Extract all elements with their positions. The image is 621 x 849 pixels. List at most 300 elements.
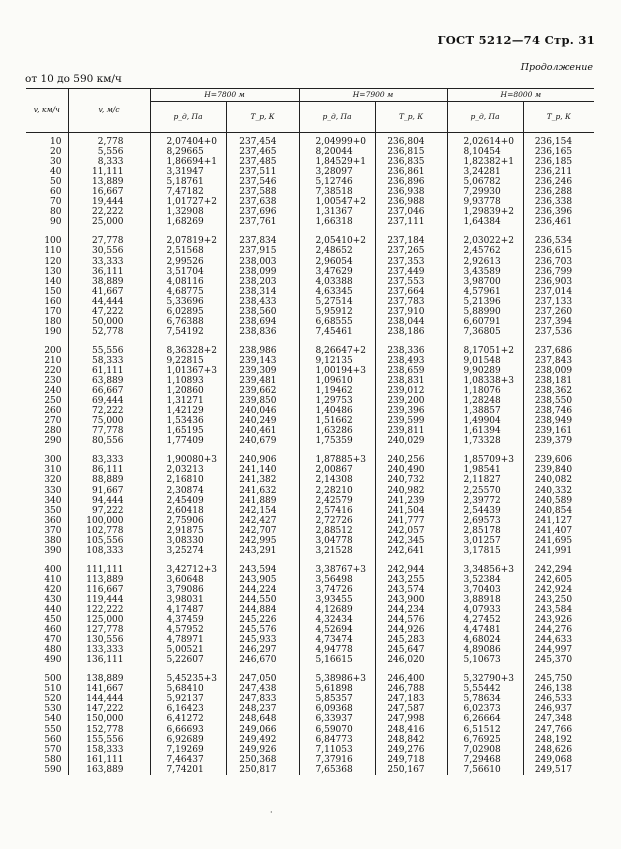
cell-p-7800: 5,68410 [150,684,226,694]
cell-t-7900: 238,336 [375,346,447,356]
cell-t-7800: 240,906 [226,455,299,465]
cell-t-7800: 237,511 [226,167,299,177]
table-row [26,526,594,536]
table-row [26,317,594,327]
cell-t-7800: 250,817 [226,765,299,775]
cell-t-7800: 245,576 [226,625,299,635]
spacer-cell [26,446,68,455]
cell-p-7900: 6,09368 [299,704,375,714]
cell-p-7800: 6,02895 [150,307,226,317]
cell-v-kmh: 250 [44,396,62,407]
cell-t-8000: 243,250 [523,595,594,605]
cell-t-7900: 243,574 [375,585,447,595]
cell-v-ms: 25,000 [68,217,150,227]
cell-t-7800: 238,986 [226,346,299,356]
cell-p-7900: 1,09610 [299,376,375,386]
cell-p-8000: 3,01257 [447,536,523,546]
cell-p-7800: 6,66693 [150,725,226,735]
cell-v-kmh: 430 [44,594,62,605]
cell-t-8000: 237,686 [523,346,594,356]
cell-v-kmh: 570 [44,744,62,755]
cell-v-ms: 80,556 [68,436,150,446]
cell-t-7900: 239,200 [375,396,447,406]
cell-v-kmh: 90 [50,217,62,228]
standard-header: ГОСТ 5212—74 Стр. 31 [437,33,595,47]
table-row [26,267,594,277]
spacer-cell [375,446,447,455]
cell-v-kmh: 240 [44,386,62,397]
table-row [26,645,594,655]
cell-p-8000: 1,49904 [447,416,523,426]
cell-v-ms: 150,000 [68,714,150,724]
cell-t-7900: 237,449 [375,267,447,277]
cell-t-7800: 244,550 [226,595,299,605]
cell-v-ms: 105,556 [68,536,150,546]
cell-v-kmh: 340 [44,495,62,506]
cell-t-7900: 247,183 [375,694,447,704]
spacer-cell [299,337,375,346]
block-spacer [26,446,594,455]
cell-t-8000: 241,695 [523,536,594,546]
table-row [26,157,594,167]
table-row [26,635,594,645]
cell-v-kmh: 160 [44,296,62,307]
cell-p-7900: 3,04778 [299,536,375,546]
cell-p-7900: 6,33937 [299,714,375,724]
cell-v-ms: 55,556 [68,346,150,356]
cell-v-ms: 116,667 [68,585,150,595]
cell-t-7800: 237,588 [226,187,299,197]
table-row [26,406,594,416]
cell-t-7900: 236,896 [375,177,447,187]
col-header-v-ms: v, м/с [68,89,150,133]
cell-p-7900: 1,87885+3 [299,455,375,465]
cell-v-ms: 47,222 [68,307,150,317]
cell-t-7800: 237,761 [226,217,299,227]
cell-t-7800: 237,546 [226,177,299,187]
cell-t-7900: 244,234 [375,605,447,615]
table-row [26,356,594,366]
cell-p-7800: 3,08330 [150,536,226,546]
cell-p-7800: 3,25274 [150,546,226,556]
cell-p-7800: 1,01367+3 [150,366,226,376]
cell-p-8000: 2,39772 [447,496,523,506]
cell-v-kmh: 270 [44,416,62,427]
spacer-cell [68,556,150,565]
cell-p-7800: 2,75906 [150,516,226,526]
cell-t-8000: 238,949 [523,416,594,426]
cell-t-7900: 248,416 [375,725,447,735]
cell-v-ms: 75,000 [68,416,150,426]
cell-t-7900: 247,998 [375,714,447,724]
cell-p-8000: 6,51512 [447,725,523,735]
spacer-cell [523,556,594,565]
cell-v-kmh: 70 [50,197,62,208]
cell-t-7900: 249,718 [375,755,447,765]
cell-v-kmh: 280 [44,426,62,437]
cell-p-7800: 1,32908 [150,207,226,217]
cell-p-8000: 3,34856+3 [447,565,523,575]
spacer-cell [150,556,226,565]
cell-v-kmh: 10 [50,137,62,147]
cell-t-8000: 240,332 [523,486,594,496]
cell-t-7900: 236,815 [375,147,447,157]
cell-t-7800: 241,889 [226,496,299,506]
cell-t-7800: 238,003 [226,257,299,267]
cell-p-8000: 4,47481 [447,625,523,635]
cell-t-7800: 239,850 [226,396,299,406]
cell-v-kmh: 230 [44,376,62,387]
cell-p-8000: 6,76925 [447,735,523,745]
cell-p-7800: 6,16423 [150,704,226,714]
cell-t-7800: 242,154 [226,506,299,516]
cell-p-7800: 1,77409 [150,436,226,446]
col-header-t-7900: T_р, К [375,102,447,133]
cell-p-7800: 6,76388 [150,317,226,327]
table-row [26,565,594,575]
cell-t-7800: 241,382 [226,475,299,485]
cell-p-7800: 4,37459 [150,615,226,625]
cell-p-8000: 3,52384 [447,575,523,585]
cell-v-ms: 61,111 [68,366,150,376]
cell-p-8000: 1,29839+2 [447,207,523,217]
cell-t-7800: 249,066 [226,725,299,735]
cell-v-kmh: 30 [50,157,62,168]
cell-p-7900: 7,37916 [299,755,375,765]
cell-t-7800: 241,140 [226,465,299,475]
cell-p-7900: 1,19462 [299,386,375,396]
cell-t-8000: 247,348 [523,714,594,724]
cell-p-7900: 1,00194+3 [299,366,375,376]
spacer-cell [26,227,68,236]
cell-p-8000: 2,02614+0 [447,137,523,147]
cell-p-8000: 5,06782 [447,177,523,187]
cell-t-8000: 236,185 [523,157,594,167]
cell-t-8000: 237,536 [523,327,594,337]
cell-t-7800: 237,465 [226,147,299,157]
cell-t-7900: 240,256 [375,455,447,465]
cell-t-7900: 237,353 [375,257,447,267]
cell-v-ms: 163,889 [68,765,150,775]
cell-t-7800: 237,638 [226,197,299,207]
cell-t-7800: 242,995 [226,536,299,546]
cell-v-kmh: 320 [44,475,62,486]
table-row [26,546,594,556]
table-row [26,366,594,376]
cell-p-7900: 5,38986+3 [299,674,375,684]
spacer-cell [26,337,68,346]
cell-t-7800: 239,481 [226,376,299,386]
cell-p-8000: 8,10454 [447,147,523,157]
cell-p-7800: 8,36328+2 [150,346,226,356]
cell-p-7800: 5,45235+3 [150,674,226,684]
cell-t-7800: 239,662 [226,386,299,396]
cell-t-8000: 239,606 [523,455,594,465]
spacer-cell [68,227,150,236]
spacer-cell [523,337,594,346]
col-header-p-7800: р_д, Па [150,102,226,133]
spacer-cell [68,665,150,674]
cell-p-7900: 2,48652 [299,246,375,256]
cell-t-8000: 247,766 [523,725,594,735]
cell-v-ms: 88,889 [68,475,150,485]
table-row [26,674,594,684]
cell-p-8000: 1,98541 [447,465,523,475]
spacer-cell [299,446,375,455]
cell-p-7900: 5,12746 [299,177,375,187]
table-row [26,486,594,496]
atmosphere-table [26,88,594,775]
cell-v-ms: 122,222 [68,605,150,615]
cell-t-7800: 237,696 [226,207,299,217]
cell-t-8000: 239,161 [523,426,594,436]
cell-t-7900: 237,553 [375,277,447,287]
spacer-cell [447,227,523,236]
table-body [26,133,594,775]
cell-t-7900: 241,504 [375,506,447,516]
spacer-cell [375,556,447,565]
cell-v-ms: 72,222 [68,406,150,416]
cell-t-7900: 237,664 [375,287,447,297]
cell-p-7900: 5,95912 [299,307,375,317]
cell-v-kmh: 220 [44,365,62,376]
spacer-cell [150,337,226,346]
spacer-cell [447,556,523,565]
cell-t-7800: 248,648 [226,714,299,724]
cell-t-7900: 238,659 [375,366,447,376]
cell-p-7800: 1,42129 [150,406,226,416]
cell-t-7800: 246,670 [226,655,299,665]
cell-v-ms: 136,111 [68,655,150,665]
cell-v-ms: 8,333 [68,157,150,167]
table-row [26,287,594,297]
cell-p-7900: 5,27514 [299,297,375,307]
spacer-cell [375,227,447,236]
cell-t-7800: 237,834 [226,236,299,246]
cell-p-7800: 1,86694+1 [150,157,226,167]
cell-p-8000: 4,57961 [447,287,523,297]
cell-p-7800: 2,30874 [150,486,226,496]
cell-t-7900: 239,811 [375,426,447,436]
cell-t-8000: 238,746 [523,406,594,416]
cell-p-8000: 6,60791 [447,317,523,327]
cell-p-7800: 4,08116 [150,277,226,287]
cell-p-8000: 3,98700 [447,277,523,287]
cell-p-7900: 9,12135 [299,356,375,366]
cell-p-8000: 5,88990 [447,307,523,317]
table-row [26,257,594,267]
cell-t-7900: 244,926 [375,625,447,635]
cell-p-7800: 9,22815 [150,356,226,366]
cell-t-8000: 240,589 [523,496,594,506]
cell-t-7800: 250,368 [226,755,299,765]
cell-p-7900: 1,31367 [299,207,375,217]
cell-v-kmh: 180 [44,316,62,327]
cell-t-7800: 249,492 [226,735,299,745]
cell-v-kmh: 300 [44,455,62,466]
cell-p-7900: 2,04999+0 [299,137,375,147]
cell-p-7900: 2,00867 [299,465,375,475]
page-mark: · [270,808,273,817]
cell-p-7900: 5,61898 [299,684,375,694]
table-row [26,694,594,704]
cell-p-7800: 2,91875 [150,526,226,536]
cell-v-kmh: 440 [44,605,62,616]
cell-t-8000: 245,370 [523,655,594,665]
spacer-cell [299,665,375,674]
spacer-cell [523,665,594,674]
cell-p-8000: 3,43589 [447,267,523,277]
table-row [26,426,594,436]
cell-t-8000: 241,991 [523,546,594,556]
cell-t-8000: 241,127 [523,516,594,526]
cell-p-7800: 3,60648 [150,575,226,585]
cell-t-7800: 238,433 [226,297,299,307]
cell-p-7900: 2,57416 [299,506,375,516]
cell-v-kmh: 110 [44,246,62,257]
cell-p-7900: 2,28210 [299,486,375,496]
cell-v-kmh: 480 [44,645,62,656]
cell-t-7800: 242,707 [226,526,299,536]
cell-v-ms: 125,000 [68,615,150,625]
cell-p-8000: 2,03022+2 [447,236,523,246]
cell-t-7800: 246,297 [226,645,299,655]
cell-t-7800: 245,933 [226,635,299,645]
cell-t-7800: 249,926 [226,745,299,755]
cell-t-7900: 242,345 [375,536,447,546]
cell-p-7800: 3,31947 [150,167,226,177]
table-row [26,475,594,485]
cell-v-ms: 58,333 [68,356,150,366]
cell-t-7900: 238,831 [375,376,447,386]
cell-v-ms: 144,444 [68,694,150,704]
table-row [26,246,594,256]
spacer-cell [68,337,150,346]
cell-v-kmh: 120 [44,256,62,267]
cell-v-ms: 69,444 [68,396,150,406]
range-label: от 10 до 590 км/ч [25,73,122,85]
cell-t-7900: 238,186 [375,327,447,337]
cell-p-8000: 2,85178 [447,526,523,536]
cell-t-8000: 244,633 [523,635,594,645]
cell-t-7900: 237,910 [375,307,447,317]
cell-p-8000: 3,17815 [447,546,523,556]
table-row [26,506,594,516]
table-row [26,217,594,227]
cell-v-ms: 102,778 [68,526,150,536]
col-header-p-7900: р_д, Па [299,102,375,133]
cell-t-8000: 249,068 [523,755,594,765]
cell-p-8000: 8,17051+2 [447,346,523,356]
cell-v-ms: 19,444 [68,197,150,207]
group-header-7900: H=7900 м [299,89,447,102]
cell-v-kmh: 470 [44,635,62,646]
cell-p-7900: 7,38518 [299,187,375,197]
table-row [26,655,594,665]
cell-t-7800: 247,833 [226,694,299,704]
cell-t-7900: 236,804 [375,137,447,147]
cell-t-7900: 237,265 [375,246,447,256]
table-row [26,207,594,217]
cell-p-8000: 1,64384 [447,217,523,227]
cell-p-7800: 3,51704 [150,267,226,277]
cell-p-7800: 7,74201 [150,765,226,775]
cell-p-7900: 1,40486 [299,406,375,416]
spacer-cell [299,227,375,236]
cell-t-7900: 246,788 [375,684,447,694]
group-header-8000: H=8000 м [447,89,594,102]
cell-v-ms: 5,556 [68,147,150,157]
cell-v-kmh: 550 [44,724,62,735]
table-row [26,625,594,635]
cell-p-7900: 6,68555 [299,317,375,327]
cell-t-8000: 244,997 [523,645,594,655]
cell-p-8000: 2,69573 [447,516,523,526]
cell-p-8000: 3,70403 [447,585,523,595]
col-header-t-7800: T_р, К [226,102,299,133]
table-row [26,704,594,714]
table-row [26,197,594,207]
cell-t-8000: 249,517 [523,765,594,775]
cell-v-ms: 27,778 [68,236,150,246]
cell-t-7800: 239,143 [226,356,299,366]
cell-p-7800: 6,92689 [150,735,226,745]
cell-p-7800: 2,99526 [150,257,226,267]
cell-t-8000: 236,534 [523,236,594,246]
cell-v-ms: 38,889 [68,277,150,287]
cell-p-7800: 7,47182 [150,187,226,197]
cell-p-8000: 2,54439 [447,506,523,516]
cell-p-8000: 9,90289 [447,366,523,376]
cell-v-kmh: 580 [44,754,62,765]
cell-t-8000: 237,133 [523,297,594,307]
cell-v-kmh: 190 [44,326,62,337]
cell-v-ms: 119,444 [68,595,150,605]
block-spacer [26,665,594,674]
cell-t-7800: 243,291 [226,546,299,556]
cell-p-7900: 1,00547+2 [299,197,375,207]
cell-v-ms: 127,778 [68,625,150,635]
cell-t-8000: 242,605 [523,575,594,585]
cell-p-8000: 1,73328 [447,436,523,446]
cell-v-kmh: 500 [44,674,62,685]
cell-p-7800: 1,01727+2 [150,197,226,207]
cell-t-7800: 247,438 [226,684,299,694]
cell-p-7900: 4,12689 [299,605,375,615]
cell-t-7900: 246,020 [375,655,447,665]
cell-t-8000: 246,937 [523,704,594,714]
cell-p-7900: 2,88512 [299,526,375,536]
cell-v-kmh: 40 [50,167,62,178]
cell-p-7800: 4,17487 [150,605,226,615]
cell-p-7900: 3,38767+3 [299,565,375,575]
cell-p-7800: 5,33696 [150,297,226,307]
cell-p-8000: 6,02373 [447,704,523,714]
cell-v-kmh: 210 [44,355,62,366]
cell-p-8000: 1,18076 [447,386,523,396]
cell-p-7900: 6,84773 [299,735,375,745]
table-row [26,755,594,765]
cell-p-7900: 8,20044 [299,147,375,157]
cell-v-kmh: 540 [44,714,62,725]
cell-p-7800: 2,03213 [150,465,226,475]
cell-v-kmh: 100 [44,236,62,247]
cell-v-ms: 77,778 [68,426,150,436]
cell-p-8000: 4,89086 [447,645,523,655]
cell-p-7900: 4,63345 [299,287,375,297]
cell-v-ms: 86,111 [68,465,150,475]
cell-t-7900: 243,255 [375,575,447,585]
